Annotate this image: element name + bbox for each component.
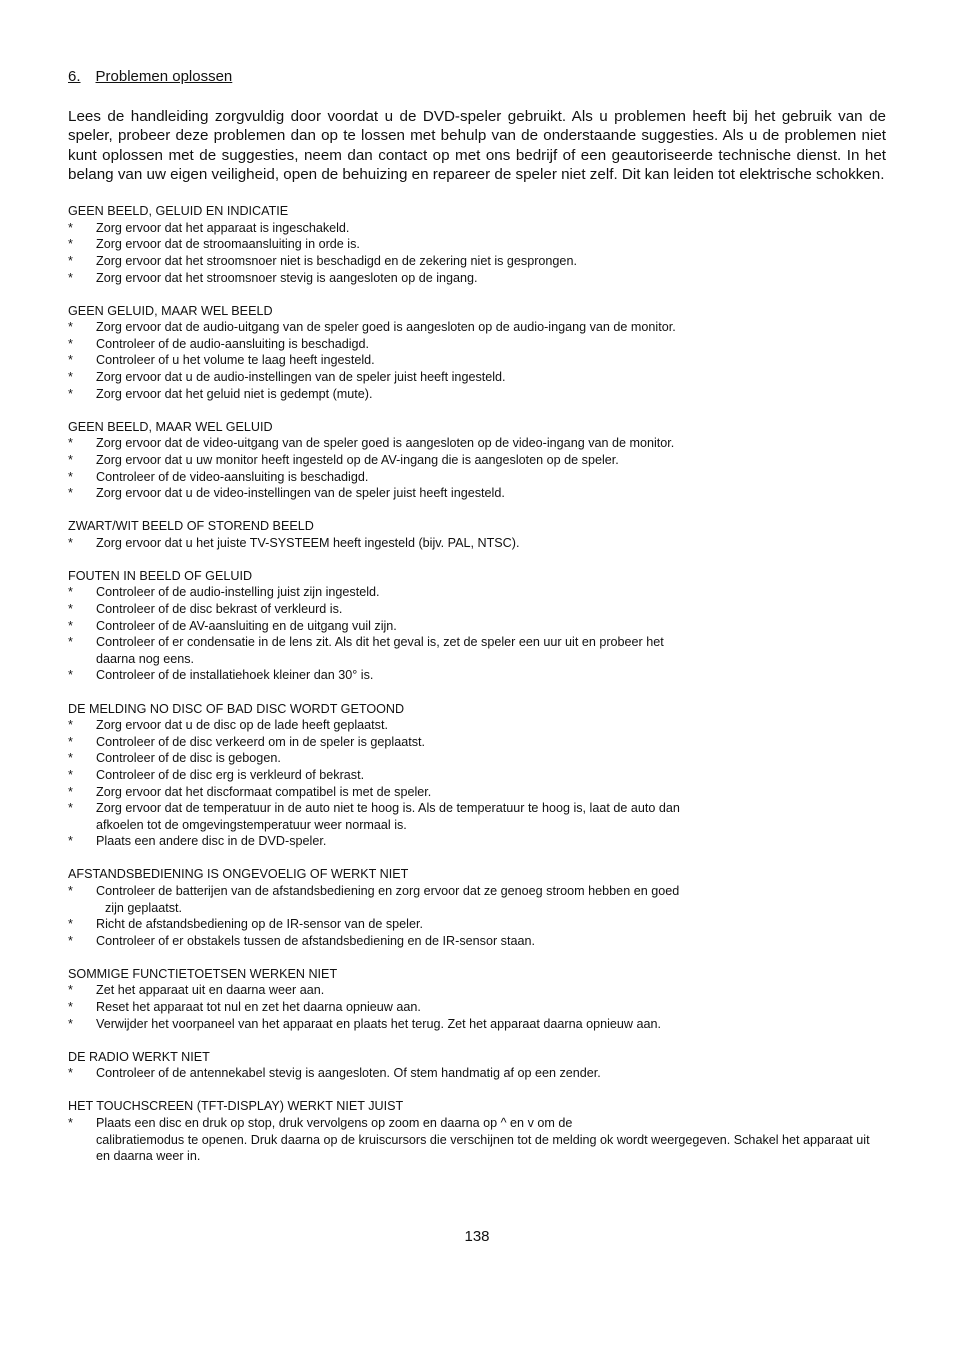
section-title: DE MELDING NO DISC OF BAD DISC WORDT GETOOND — [68, 701, 405, 716]
suggestion-text-continued: zijn geplaatst. — [105, 900, 183, 915]
intro-paragraph: Lees de handleiding zorgvuldig door voordat u de DVD-speler gebruikt. Als u problemen heeft bij het gebruik van de speler, probeer deze problemen dan op te lossen met behulp van de onderstaande suggesties. Als u de problemen niet kunt oplossen met de suggesties, neem dan contact op met ons bedrijf of een geautoriseerde technische dienst. In het belang van uw eigen veiligheid, open de behuizing en repareer de speler niet zelf. Dit kan leiden tot elektrische schokken. — [68, 108, 886, 183]
section-title: SOMMIGE FUNCTIETOETSEN WERKEN NIET — [68, 966, 338, 981]
suggestion-item — [68, 1115, 886, 1165]
suggestion-text-continued: calibratiemodus te openen. Druk daarna op de kruiscursors die verschijnen tot de melding ok wordt weergegeven. Schakel het apparaat uit en daarna weer in. — [96, 1132, 870, 1164]
suggestion-text: Controleer of de installatiehoek kleiner dan 30° is. — [96, 668, 374, 683]
suggestion-text: Zorg ervoor dat u de audio-instellingen van de speler juist heeft ingesteld. — [96, 370, 506, 385]
suggestion-list — [68, 220, 886, 286]
suggestion-text: Plaats een disc en druk op stop, druk vervolgens op zoom en daarna op ^ en v om de — [96, 1116, 573, 1130]
suggestion-text: Controleer of de disc is gebogen. — [96, 751, 281, 766]
suggestion-item — [68, 236, 886, 253]
suggestion-item — [68, 784, 886, 801]
troubleshooting-sections — [68, 203, 886, 1165]
suggestion-text: Controleer of er obstakels tussen de afstandsbediening en de IR-sensor staan. — [96, 933, 535, 948]
bullet-asterisk: * — [68, 602, 73, 617]
suggestion-item — [68, 435, 886, 452]
suggestion-text: Verwijder het voorpaneel van het apparaat en plaats het terug. Zet het apparaat daarna opnieuw aan. — [96, 1016, 662, 1031]
suggestion-list — [68, 319, 886, 402]
bullet-asterisk: * — [68, 933, 73, 948]
suggestion-item — [68, 220, 886, 237]
section-title: ZWART/WIT BEELD OF STOREND BEELD — [68, 519, 314, 534]
section-heading — [68, 67, 886, 87]
bullet-asterisk: * — [68, 1000, 73, 1015]
suggestion-text: Zorg ervoor dat de stroomaansluiting in orde is. — [96, 237, 360, 252]
bullet-asterisk: * — [68, 1116, 73, 1130]
bullet-asterisk: * — [68, 1016, 73, 1031]
suggestion-text: Controleer of u het volume te laag heeft ingesteld. — [96, 353, 375, 368]
suggestion-item — [68, 535, 886, 552]
suggestion-text: Controleer of de video-aansluiting is beschadigd. — [96, 469, 369, 484]
suggestion-text: Plaats een andere disc in de DVD-speler. — [96, 834, 327, 849]
troubleshooting-section — [68, 419, 886, 502]
troubleshooting-section — [68, 701, 886, 850]
suggestion-text: Zorg ervoor dat het discformaat compatibel is met de speler. — [96, 784, 432, 799]
suggestion-text-continued: afkoelen tot de omgevingstemperatuur weer normaal is. — [96, 817, 407, 832]
suggestion-list — [68, 535, 886, 552]
suggestion-item — [68, 369, 886, 386]
troubleshooting-section — [68, 1098, 886, 1164]
bullet-asterisk: * — [68, 436, 73, 451]
section-title: GEEN BEELD, GELUID EN INDICATIE — [68, 204, 289, 219]
bullet-asterisk: * — [68, 668, 73, 683]
suggestion-text: Controleer of er condensatie in de lens zit. Als dit het geval is, zet de speler een uur uit en probeer het — [96, 635, 664, 650]
page-number: 138 — [464, 1228, 490, 1245]
bullet-asterisk: * — [68, 270, 73, 285]
troubleshooting-section — [68, 966, 886, 1032]
suggestion-item — [68, 584, 886, 601]
suggestion-item — [68, 352, 886, 369]
suggestion-text: Richt de afstandsbediening op de IR-sensor van de speler. — [96, 917, 423, 932]
suggestion-text: Zorg ervoor dat u uw monitor heeft ingesteld op de AV-ingang die is aangesloten op de speler. — [96, 452, 619, 467]
suggestion-text: Zorg ervoor dat het geluid niet is gedempt (mute). — [96, 386, 373, 401]
suggestion-item — [68, 601, 886, 618]
suggestion-text: Zorg ervoor dat de temperatuur in de auto niet te hoog is. Als de temperatuur te hoog is, laat de auto dan — [96, 801, 680, 816]
suggestion-item — [68, 982, 886, 999]
suggestion-item — [68, 386, 886, 403]
suggestion-text: Zorg ervoor dat u de video-instellingen van de speler juist heeft ingesteld. — [96, 486, 505, 501]
suggestion-item — [68, 883, 886, 916]
suggestion-text: Controleer of de audio-aansluiting is beschadigd. — [96, 336, 370, 351]
suggestion-item — [68, 767, 886, 784]
bullet-asterisk: * — [68, 1066, 73, 1081]
suggestion-text: Controleer of de disc erg is verkleurd of bekrast. — [96, 767, 365, 782]
suggestion-text: Controleer of de disc bekrast of verkleurd is. — [96, 602, 343, 617]
suggestion-text: Zorg ervoor dat de video-uitgang van de speler goed is aangesloten op de video-ingang van de monitor. — [96, 436, 675, 451]
bullet-asterisk: * — [68, 452, 73, 467]
suggestion-text: Zorg ervoor dat u het juiste TV-SYSTEEM heeft ingesteld (bijv. PAL, NTSC). — [96, 535, 520, 550]
section-title: FOUTEN IN BEELD OF GELUID — [68, 568, 253, 583]
bullet-asterisk: * — [68, 801, 73, 816]
bullet-asterisk: * — [68, 237, 73, 252]
heading-number: 6. — [68, 68, 81, 85]
suggestion-text: Zorg ervoor dat u de disc op de lade heeft geplaatst. — [96, 718, 388, 733]
suggestion-list — [68, 883, 886, 949]
section-title: DE RADIO WERKT NIET — [68, 1049, 210, 1064]
document-page — [68, 67, 886, 1181]
troubleshooting-section — [68, 866, 886, 949]
suggestion-item — [68, 634, 886, 667]
heading-title: Problemen oplossen — [95, 68, 233, 85]
suggestion-text-continued: daarna nog eens. — [96, 651, 195, 666]
suggestion-list — [68, 1065, 886, 1082]
bullet-asterisk: * — [68, 336, 73, 351]
suggestion-item — [68, 452, 886, 469]
suggestion-item — [68, 336, 886, 353]
suggestion-item — [68, 469, 886, 486]
section-title: GEEN BEELD, MAAR WEL GELUID — [68, 419, 273, 434]
suggestion-text: Zorg ervoor dat de audio-uitgang van de speler goed is aangesloten op de audio-ingang van de monitor. — [96, 320, 676, 335]
suggestion-item — [68, 933, 886, 950]
bullet-asterisk: * — [68, 718, 73, 733]
suggestion-list — [68, 717, 886, 850]
suggestion-item — [68, 618, 886, 635]
suggestion-item — [68, 1016, 886, 1033]
bullet-asterisk: * — [68, 370, 73, 385]
bullet-asterisk: * — [68, 751, 73, 766]
troubleshooting-section — [68, 518, 886, 551]
suggestion-item — [68, 319, 886, 336]
bullet-asterisk: * — [68, 767, 73, 782]
suggestion-item — [68, 485, 886, 502]
suggestion-text: Zorg ervoor dat het stroomsnoer stevig is aangesloten op de ingang. — [96, 270, 478, 285]
bullet-asterisk: * — [68, 386, 73, 401]
bullet-asterisk: * — [68, 353, 73, 368]
bullet-asterisk: * — [68, 618, 73, 633]
suggestion-item — [68, 253, 886, 270]
suggestion-text: Zorg ervoor dat het stroomsnoer niet is beschadigd en de zekering niet is gesprongen. — [96, 253, 577, 268]
suggestion-list — [68, 584, 886, 684]
section-title: GEEN GELUID, MAAR WEL BEELD — [68, 303, 273, 318]
suggestion-item — [68, 1065, 886, 1082]
suggestion-item — [68, 270, 886, 287]
bullet-asterisk: * — [68, 320, 73, 335]
bullet-asterisk: * — [68, 834, 73, 849]
bullet-asterisk: * — [68, 486, 73, 501]
bullet-asterisk: * — [68, 883, 73, 898]
suggestion-text: Reset het apparaat tot nul en zet het daarna opnieuw aan. — [96, 1000, 421, 1015]
suggestion-item — [68, 833, 886, 850]
suggestion-item — [68, 717, 886, 734]
bullet-asterisk: * — [68, 983, 73, 998]
suggestion-text: Zorg ervoor dat het apparaat is ingeschakeld. — [96, 220, 350, 235]
suggestion-list — [68, 982, 886, 1032]
suggestion-item — [68, 999, 886, 1016]
suggestion-list — [68, 1115, 886, 1165]
suggestion-item — [68, 734, 886, 751]
section-title: AFSTANDSBEDIENING IS ONGEVOELIG OF WERKT NIET — [68, 867, 409, 882]
bullet-asterisk: * — [68, 535, 73, 550]
suggestion-text: Controleer de batterijen van de afstandsbediening en zorg ervoor dat ze genoeg stroom hebben en goed — [96, 883, 680, 898]
suggestion-text: Controleer of de AV-aansluiting en de uitgang vuil zijn. — [96, 618, 397, 633]
bullet-asterisk: * — [68, 917, 73, 932]
troubleshooting-section — [68, 303, 886, 403]
troubleshooting-section — [68, 568, 886, 684]
suggestion-item — [68, 916, 886, 933]
suggestion-list — [68, 435, 886, 501]
suggestion-text: Controleer of de antennekabel stevig is aangesloten. Of stem handmatig af op een zender. — [96, 1066, 601, 1081]
suggestion-text: Controleer of de disc verkeerd om in de speler is geplaatst. — [96, 734, 426, 749]
suggestion-item — [68, 800, 886, 833]
suggestion-text: Controleer of de audio-instelling juist zijn ingesteld. — [96, 585, 380, 600]
suggestion-item — [68, 667, 886, 684]
section-title: HET TOUCHSCREEN (TFT-DISPLAY) WERKT NIET JUIST — [68, 1099, 404, 1114]
troubleshooting-section — [68, 1049, 886, 1082]
bullet-asterisk: * — [68, 220, 73, 235]
bullet-asterisk: * — [68, 253, 73, 268]
bullet-asterisk: * — [68, 635, 73, 650]
bullet-asterisk: * — [68, 784, 73, 799]
troubleshooting-section — [68, 203, 886, 286]
bullet-asterisk: * — [68, 734, 73, 749]
bullet-asterisk: * — [68, 585, 73, 600]
suggestion-text: Zet het apparaat uit en daarna weer aan. — [96, 983, 325, 998]
bullet-asterisk: * — [68, 469, 73, 484]
suggestion-item — [68, 750, 886, 767]
